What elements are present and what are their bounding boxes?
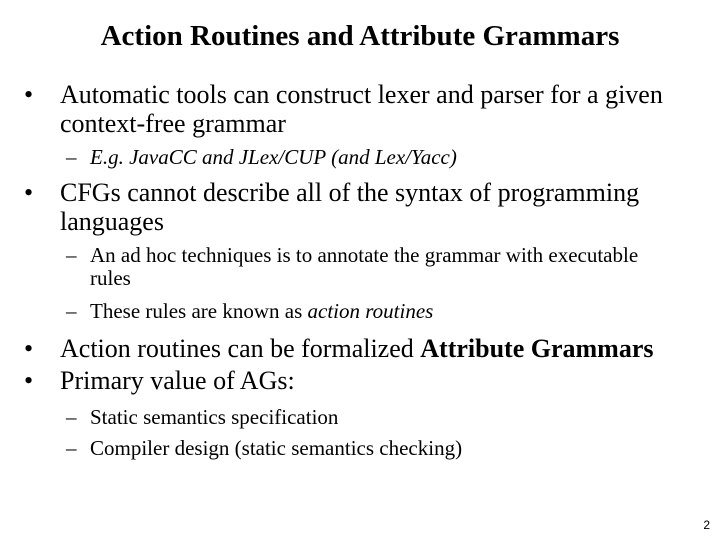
sub-bullet-text: Static semantics specification — [90, 405, 339, 429]
slide-title: Action Routines and Attribute Grammars — [100, 20, 620, 52]
bullet-marker: • — [24, 80, 34, 109]
bullet-marker: • — [24, 366, 34, 395]
emphasis-text: Attribute Grammars — [420, 334, 654, 363]
bullet-text — [60, 334, 714, 363]
bullet-item — [24, 178, 714, 236]
sub-bullet-item — [66, 300, 666, 323]
sub-bullet-marker: – — [66, 243, 77, 267]
bullet-item — [24, 334, 714, 363]
sub-bullet-marker: – — [66, 436, 77, 460]
bullet-text: Automatic tools can construct lexer and parser for a given context-free grammar — [60, 80, 663, 138]
sub-bullet-item — [66, 406, 666, 429]
bullet-marker: • — [24, 178, 34, 207]
sub-bullet-item — [66, 244, 666, 290]
bullet-text: CFGs cannot describe all of the syntax of programming languages — [60, 178, 640, 236]
sub-bullet-text: E.g. JavaCC and JLex/CUP (and Lex/Yacc) — [90, 145, 457, 169]
sub-bullet-item — [66, 437, 666, 460]
bullet-item — [24, 80, 714, 138]
sub-bullet-marker: – — [66, 299, 77, 323]
sub-bullet-text: An ad hoc techniques is to annotate the grammar with executable rules — [90, 243, 639, 290]
sub-bullet-marker: – — [66, 405, 77, 429]
sub-bullet-text-prefix: These rules are known as — [90, 299, 308, 323]
emphasis-text: action routines — [307, 299, 434, 323]
bullet-marker: • — [24, 334, 34, 363]
bullet-text-prefix: Action routines can be formalized — [60, 334, 421, 363]
sub-bullet-marker: – — [66, 145, 77, 169]
sub-bullet-text: Compiler design (static semantics checking) — [90, 436, 463, 460]
bullet-text: Primary value of AGs: — [60, 366, 295, 395]
bullet-item — [24, 366, 714, 395]
sub-bullet-text — [90, 300, 666, 323]
sub-bullet-item — [66, 146, 666, 169]
page-number: 2 — [703, 518, 710, 532]
